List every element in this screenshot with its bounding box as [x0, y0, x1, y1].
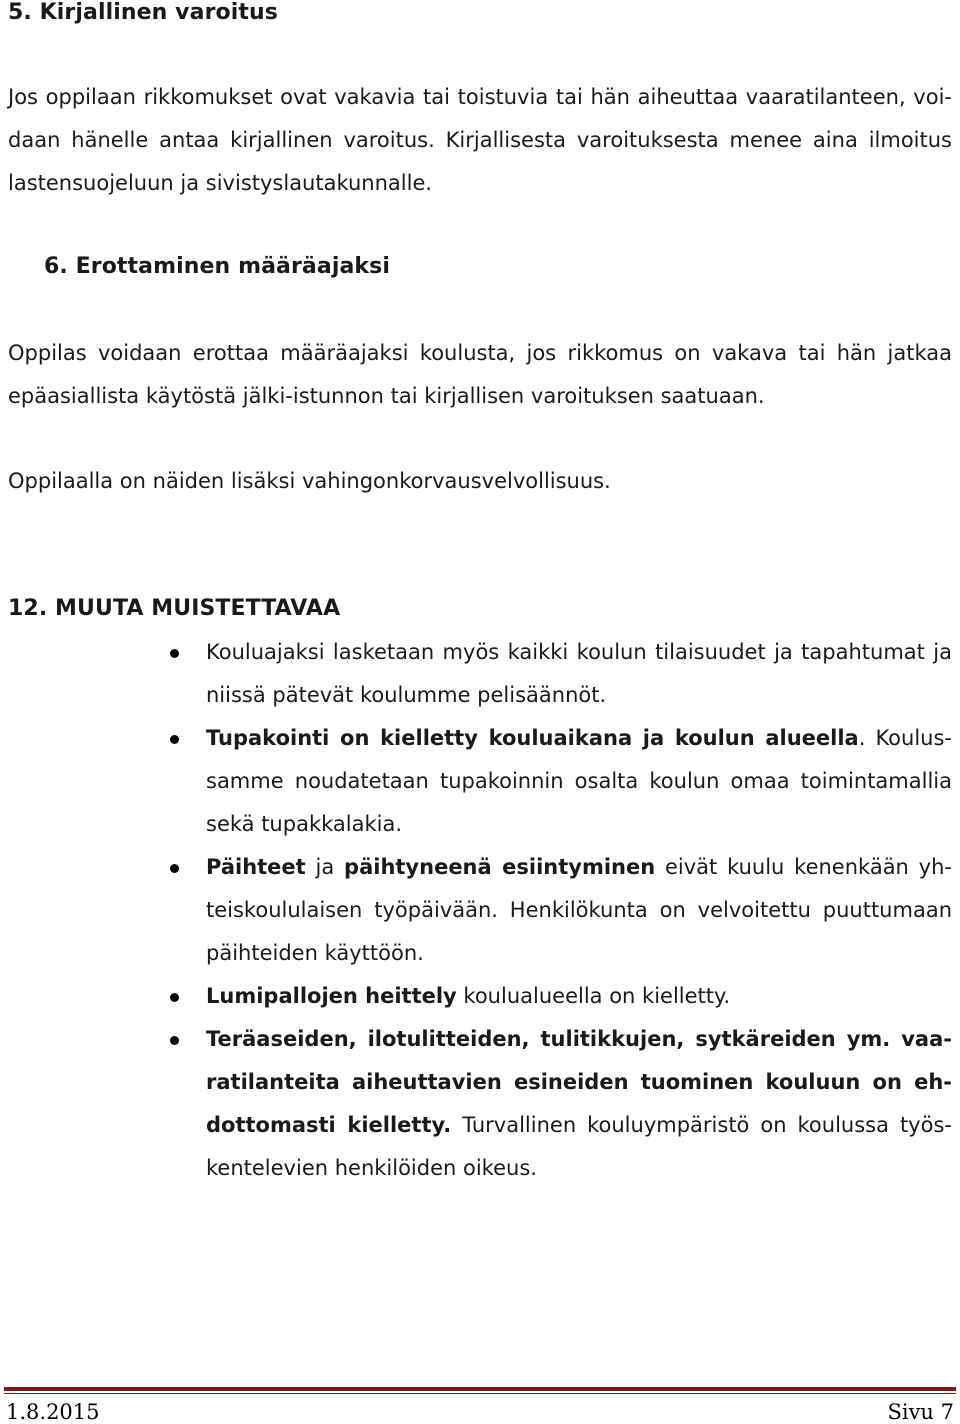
bullet-icon	[170, 864, 179, 873]
list-item-text: ja	[305, 855, 345, 879]
footer-divider-thin	[4, 1393, 956, 1394]
bullet-icon	[170, 735, 179, 744]
section-5-heading: 5. Kirjallinen varoitus	[8, 0, 278, 25]
list-item-text: eivät kuulu kenenkään yhteiskoululaisen työpäivään. Henkilökunta on velvoitettu puuttumaan päihteiden käyttöön.	[206, 855, 952, 965]
list-item	[0, 1018, 952, 1190]
list-item-bold: Teräaseiden, ilotulitteiden, tulitikkujen, sytkäreiden ym. vaaratilanteita aiheuttavien esineiden tuominen kouluun on ehdottomasti kielletty.	[206, 1027, 952, 1137]
section-6-paragraph-1: Oppilas voidaan erottaa määräajaksi koulusta, jos rikkomus on vakava tai hän jatkaa epäasiallista käytöstä jälki-istunnon tai kirjallisen varoituksen saatuaan.	[8, 341, 952, 408]
footer-date: 1.8.2015	[6, 1400, 100, 1424]
list-item	[0, 975, 952, 1018]
list-item-text: Turvallinen kouluympäristö on koulussa työskentelevien henkilöiden oikeus.	[206, 1113, 952, 1180]
list-item-bold: Tupakointi on kielletty kouluaikana ja koulun alueella	[206, 726, 859, 750]
list-item-text: koulualueella on kielletty.	[456, 984, 731, 1008]
list-item	[0, 717, 952, 846]
list-item-bold: Päihteet	[206, 855, 306, 879]
bullet-icon	[170, 993, 179, 1002]
list-item-bold: Lumipallojen heittely	[206, 984, 457, 1008]
list-item	[0, 631, 952, 717]
bullet-icon	[170, 1036, 179, 1045]
section-12-heading: 12. MUUTA MUISTETTAVAA	[8, 596, 341, 621]
section-6-paragraph-2: Oppilaalla on näiden lisäksi vahingonkorvausvelvollisuus.	[8, 469, 611, 493]
list-item-bold: päihtyneenä esiintyminen	[344, 855, 656, 879]
list-item-text: Kouluajaksi lasketaan myös kaikki koulun tilaisuudet ja tapahtumat ja niissä pätevät koulumme pelisäännöt.	[206, 640, 952, 707]
list-item-text: . Koulussamme noudatetaan tupakoinnin osalta koulun omaa toimintamallia sekä tupakkalakia.	[206, 726, 952, 836]
section-6-heading: 6. Erottaminen määräajaksi	[44, 254, 390, 279]
footer-divider	[4, 1387, 956, 1391]
section-5-paragraph: Jos oppilaan rikkomukset ovat vakavia tai toistuvia tai hän aiheuttaa vaaratilanteen, voidaan hänelle antaa kirjallinen varoitus. Kirjallisesta varoituksesta menee aina ilmoitus lastensuojeluun ja sivistyslautakunnalle.	[8, 85, 952, 195]
footer-page-number: Sivu 7	[887, 1400, 954, 1424]
section-12-list	[0, 631, 960, 1190]
bullet-icon	[170, 649, 179, 658]
list-item	[0, 846, 952, 975]
